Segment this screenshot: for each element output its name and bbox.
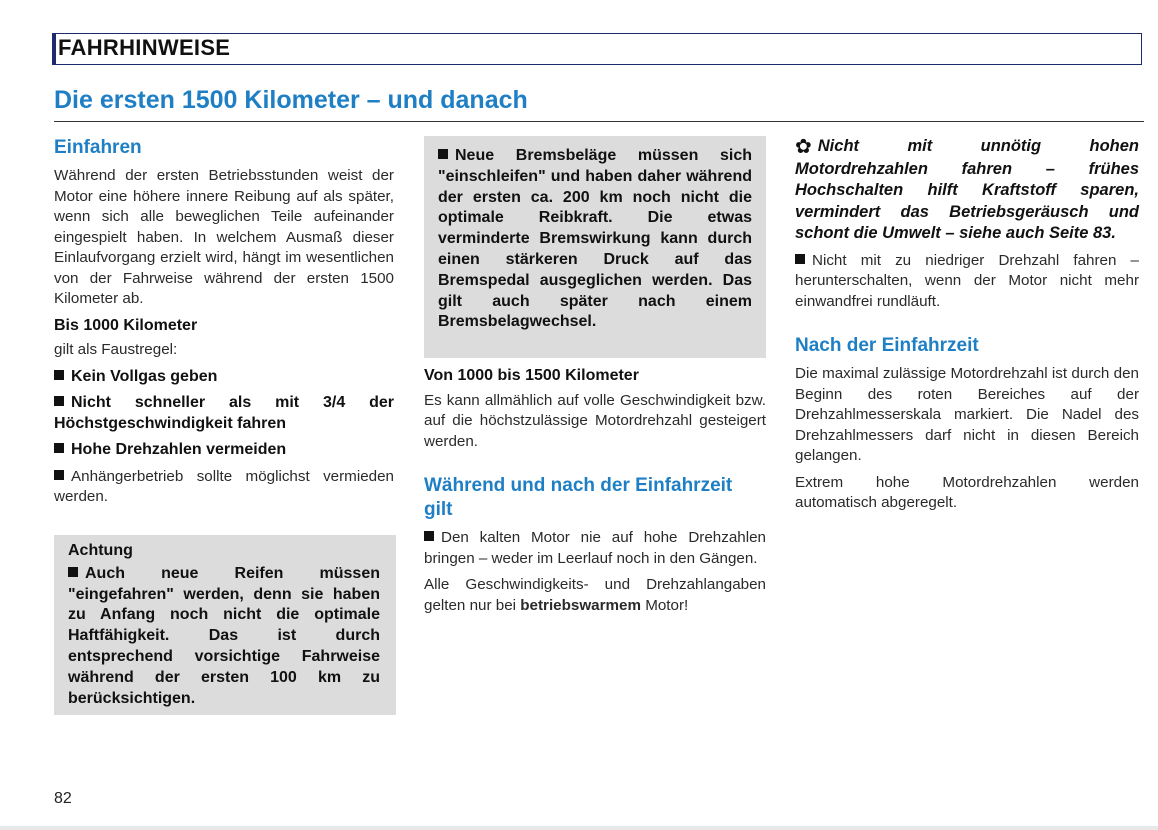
- square-bullet-icon: [54, 370, 64, 380]
- list-item: Nicht mit zu niedriger Drehzahl fahren – herunterschalten, wenn der Motor nicht mehr einwandfrei rundläuft.: [795, 251, 1139, 310]
- bottom-edge: [0, 826, 1158, 830]
- environment-note: ✿ Nicht mit unnötig hohen Motordrehzahlen fahren – frühes Hochschalten hilft Kraftstoff sparen, vermindert das Betriebsgeräusch und schont die Umwelt – siehe auch Seite 83.: [795, 136, 1139, 242]
- rule-intro: gilt als Faustregel:: [54, 341, 178, 358]
- list-item: Anhängerbetrieb sollte möglichst vermieden werden.: [54, 467, 394, 505]
- paragraph: Alle Geschwindigkeits- und Drehzahlangaben gelten nur bei betriebswarmem Motor!: [424, 576, 766, 614]
- paragraph: Es kann allmählich auf volle Geschwindigkeit bzw. auf die höchstzulässige Motordrehzahl gesteigert werden.: [424, 391, 766, 450]
- subheading-1000km: Bis 1000 Kilometer: [54, 316, 198, 334]
- column-middle: [424, 366, 766, 622]
- column-left: [54, 136, 394, 514]
- caution-box-tires: [54, 535, 396, 715]
- caution-box-brakes: [424, 136, 766, 358]
- list-item: Nicht schneller als mit 3/4 der Höchstgeschwindigkeit fahren: [54, 394, 394, 432]
- square-bullet-icon: [54, 470, 64, 480]
- paragraph: Die maximal zulässige Motordrehzahl ist durch den Beginn des roten Bereiches auf der Drehzahlmesserskala markiert. Die Nadel des Drehzahlmessers darf nicht in diesen Bereich gelangen.: [795, 365, 1139, 464]
- intro-paragraph: Während der ersten Betriebsstunden weist der Motor eine höhere innere Reibung auf als später, wenn sich alle beweglichen Teile aufeinander eingespielt haben. In welchem Ausmaß dieser Einlaufvorgang erzielt wird, hängt im wesentlichen von der Fahrweise während der ersten 1500 Kilometer ab.: [54, 167, 394, 307]
- square-bullet-icon: [424, 531, 434, 541]
- list-item: Hohe Drehzahlen vermeiden: [54, 440, 394, 461]
- heading-nach-einfahrzeit: Nach der Einfahrzeit: [795, 335, 979, 356]
- title-rule: [54, 121, 1144, 122]
- section-title: FAHRHINWEISE: [58, 35, 231, 60]
- caution-text: Auch neue Reifen müssen "eingefahren" werden, denn sie haben zu Anfang noch nicht die optimale Haftfähigkeit. Das ist durch entsprechend vorsichtige Fahrweise während der ersten 100 km zu berücksichtigen.: [68, 564, 380, 707]
- heading-einfahren: Einfahren: [54, 137, 142, 158]
- square-bullet-icon: [54, 396, 64, 406]
- section-header: [52, 33, 1142, 65]
- paragraph: Extrem hohe Motordrehzahlen werden automatisch abgeregelt.: [795, 473, 1139, 511]
- heading-einfahrzeit-gilt: Während und nach der Einfahrzeit gilt: [424, 475, 733, 520]
- square-bullet-icon: [54, 443, 64, 453]
- column-right: [795, 136, 1139, 520]
- list-item: Den kalten Motor nie auf hohe Drehzahlen bringen – weder im Leerlauf noch in den Gängen.: [424, 529, 766, 567]
- square-bullet-icon: [795, 254, 805, 264]
- page-number: 82: [54, 790, 72, 807]
- caution-heading: Achtung: [68, 542, 133, 559]
- page-title: Die ersten 1500 Kilometer – und danach: [54, 86, 528, 114]
- square-bullet-icon: [438, 149, 448, 159]
- caution-text: Neue Bremsbeläge müssen sich "einschleifen" und haben daher während der ersten ca. 200 km noch nicht die optimale Reibkraft. Die etwas verminderte Bremswirkung kann durch einen stärkeren Druck auf das Bremspedal ausgeglichen werden. Das gilt auch später nach einem Bremsbelagwechsel.: [438, 147, 752, 331]
- square-bullet-icon: [68, 567, 78, 577]
- list-item: Kein Vollgas geben: [54, 367, 394, 388]
- subheading-1000-1500km: Von 1000 bis 1500 Kilometer: [424, 367, 639, 384]
- flower-icon: ✿: [795, 136, 812, 158]
